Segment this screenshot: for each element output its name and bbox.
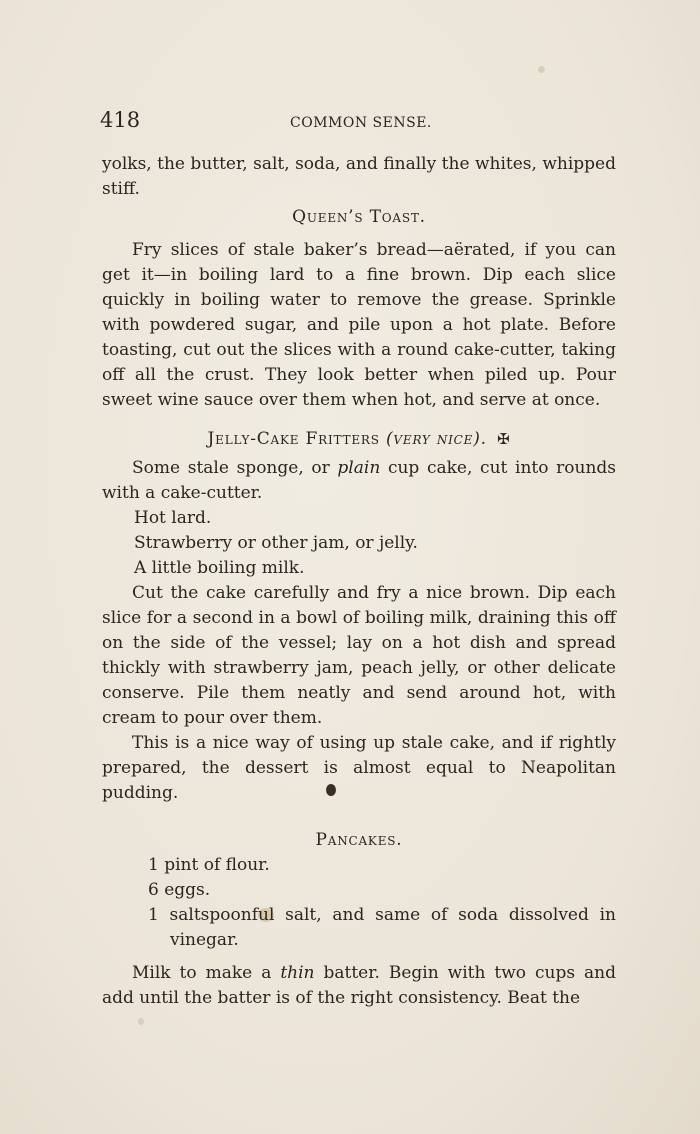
queens-toast-paragraph: Fry slices of stale baker’s bread—aërated, if you can get it—in boiling lard to a fine brown. Dip each slice quickly in boiling water to remove the grease. Sprinkle with powdered sugar, and pile upon a hot plate. Before toasting, cut out the slices with a round cake-cutter, taking off all the crust. They look better when piled up. Pour sweet wine sauce over them when hot, and serve at once.: [102, 240, 616, 410]
section-heading-queens-toast: Queen’s Toast.: [292, 207, 426, 227]
method-text: Milk to make a: [132, 963, 272, 983]
page-body: [102, 152, 616, 1011]
ingredient-line: 1 pint of flour.: [148, 855, 270, 875]
method-emphasis: thin: [280, 963, 315, 983]
ingredient-line: [102, 456, 616, 506]
method-paragraph: Cut the cake carefully and fry a nice brown. Dip each slice for a second in a bowl of boiling milk, draining this off on the side of the vessel; lay on a hot dish and spread thickly with strawberry jam, peach jelly, or other delicate conserve. Pile them neatly and send around hot, with cream to pour over them.: [102, 583, 616, 728]
note-paragraph: This is a nice way of using up stale cake, and if rightly prepared, the dessert is almost equal to Neapolitan pudding.: [102, 733, 616, 803]
ingredient-line: Strawberry or other jam, or jelly.: [134, 533, 418, 553]
method-paragraph: [102, 961, 616, 1011]
ingredient-line: Hot lard.: [134, 508, 212, 528]
page-number: 418: [100, 108, 141, 132]
running-head: COMMON SENSE.: [290, 115, 432, 131]
jelly-cake-fritters-note: (very nice).: [385, 429, 487, 449]
page-header: [100, 108, 620, 138]
continued-paragraph: yolks, the butter, salt, soda, and finally the whites, whipped stiff.: [102, 154, 616, 199]
ingredient-text: Some stale sponge, or: [132, 458, 330, 478]
ingredient-line: 1 saltspoonful salt, and same of soda dissolved in vinegar.: [148, 905, 616, 950]
ingredient-text: cup cake, cut into rounds with a cake-cutter.: [102, 458, 616, 503]
jelly-cake-fritters-title: Jelly-Cake Fritters: [207, 429, 380, 449]
method-text: batter. Begin with two cups and add until the batter is of the right consistency. Beat the: [102, 963, 616, 1008]
ingredient-emphasis: plain: [337, 458, 381, 478]
cross-mark-icon: ✠: [497, 430, 511, 448]
foxing-spot: [538, 66, 545, 73]
ingredient-line: A little boiling milk.: [134, 558, 305, 578]
section-heading-jelly-cake-fritters: [102, 427, 616, 452]
ingredient-line: 6 eggs.: [148, 880, 211, 900]
section-heading-pancakes: Pancakes.: [315, 830, 403, 850]
foxing-spot: [138, 1018, 144, 1025]
